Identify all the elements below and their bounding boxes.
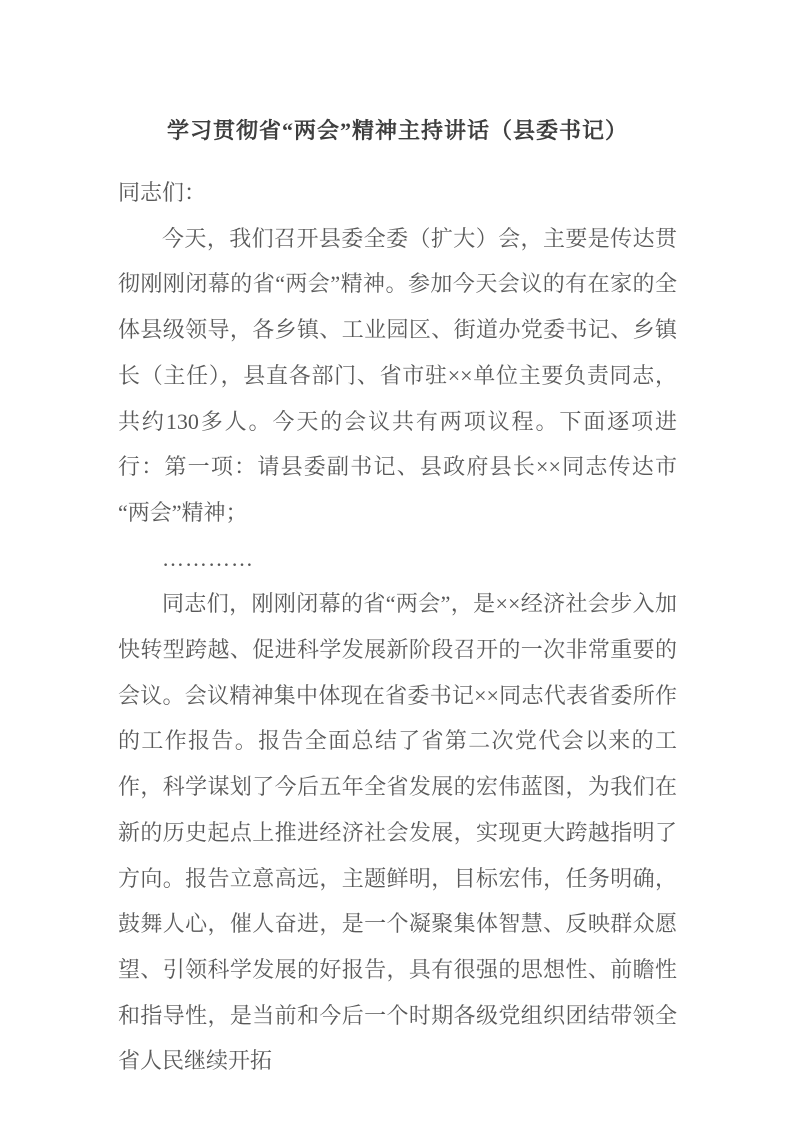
salutation-line: 同志们： (118, 180, 207, 205)
document-title: 学习贯彻省“两会”精神主持讲话（县委书记） (166, 118, 628, 143)
document-body (118, 170, 677, 1084)
paragraph-two-sessions-summary: 同志们，刚刚闭幕的省“两会”，是××经济社会步入加快转型跨越、促进科学发展新阶段召开的一次非常重要的会议。会议精神集中体现在省委书记××同志代表省委所作的工作报告。报告全面总结了省第二次党代会以来的工作，科学谋划了今后五年全省发展的宏伟蓝图，为我们在新的历史起点上推进经济社会发展，实现更大跨越指明了方向。报告立意高远，主题鲜明，目标宏伟，任务明确，鼓舞人心，催人奋进，是一个凝聚集体智慧、反映群众愿望、引领科学发展的好报告，具有很强的思想性、前瞻性和指导性，是当前和今后一个时期各级党组织团结带领全省人民继续开拓 (118, 591, 677, 1074)
ellipsis-line: ………… (162, 545, 254, 571)
paragraph-opening: 今天，我们召开县委全委（扩大）会，主要是传达贯彻刚刚闭幕的省“两会”精神。参加今天会议的有在家的全体县级领导，各乡镇、工业园区、街道办党委书记、乡镇长（主任），县直各部门、省市驻××单位主要负责同志，共约130多人。今天的会议共有两项议程。下面逐项进行：第一项：请县委副书记、县政府县长××同志传达市“两会”精神； (118, 225, 677, 525)
